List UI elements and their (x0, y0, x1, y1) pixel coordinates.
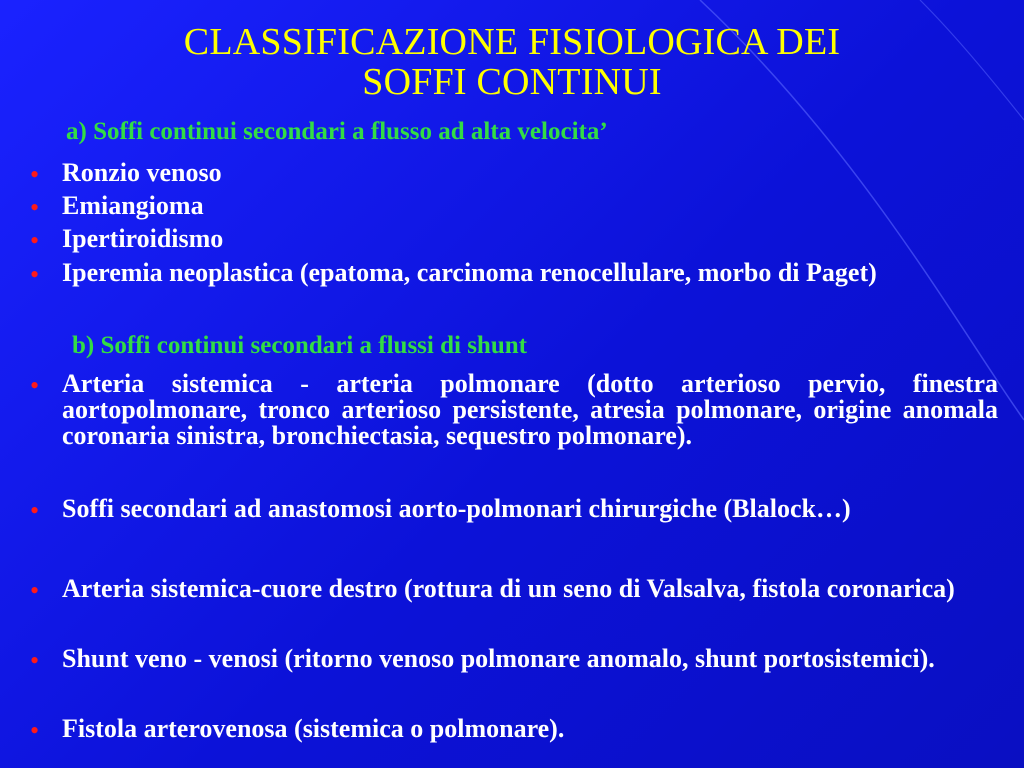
list-item-cuore-destro: Arteria sistemica-cuore destro (rottura di un seno di Valsalva, fistola coronarica) (62, 574, 955, 603)
section-a-heading: a) Soffi continui secondari a flusso ad alta velocita’ (66, 118, 608, 145)
list-item-fistola: Fistola arterovenosa (sistemica o polmonare). (62, 714, 565, 743)
list-item-ipertiroidismo: Ipertiroidismo (62, 224, 224, 253)
list-item-ronzio: Ronzio venoso (62, 158, 222, 187)
bullet-icon: • (30, 193, 40, 222)
bullet-icon: • (30, 576, 40, 605)
slide-title-line-1: CLASSIFICAZIONE FISIOLOGICA DEI (183, 21, 841, 63)
list-item-arteria-polmonare: Arteria sistemica - arteria polmonare (dotto arterioso pervio, finestra aortopolmonare, tronco arterioso persistente, atresia polmonare, origine anomala coronaria sinistra, bronchiectasia, sequestro polmonare). (62, 369, 998, 450)
bullet-icon: • (30, 646, 40, 675)
section-b-heading: b) Soffi continui secondari a flussi di shunt (72, 332, 527, 359)
bullet-icon: • (30, 716, 40, 745)
bullet-icon: • (30, 226, 40, 255)
list-item-iperemia: Iperemia neoplastica (epatoma, carcinoma renocellulare, morbo di Paget) (62, 258, 877, 287)
bullet-icon: • (30, 496, 40, 525)
bullet-icon: • (30, 371, 40, 400)
bullet-icon: • (30, 260, 40, 289)
list-item-shunt-venosi: Shunt veno - venosi (ritorno venoso polmonare anomalo, shunt portosistemici). (62, 644, 935, 673)
list-item-emiangioma: Emiangioma (62, 191, 204, 220)
list-item-anastomosi: Soffi secondari ad anastomosi aorto-polmonari chirurgiche (Blalock…) (62, 494, 851, 523)
slide-title-line-2: SOFFI CONTINUI (362, 61, 662, 103)
bullet-icon: • (30, 160, 40, 189)
